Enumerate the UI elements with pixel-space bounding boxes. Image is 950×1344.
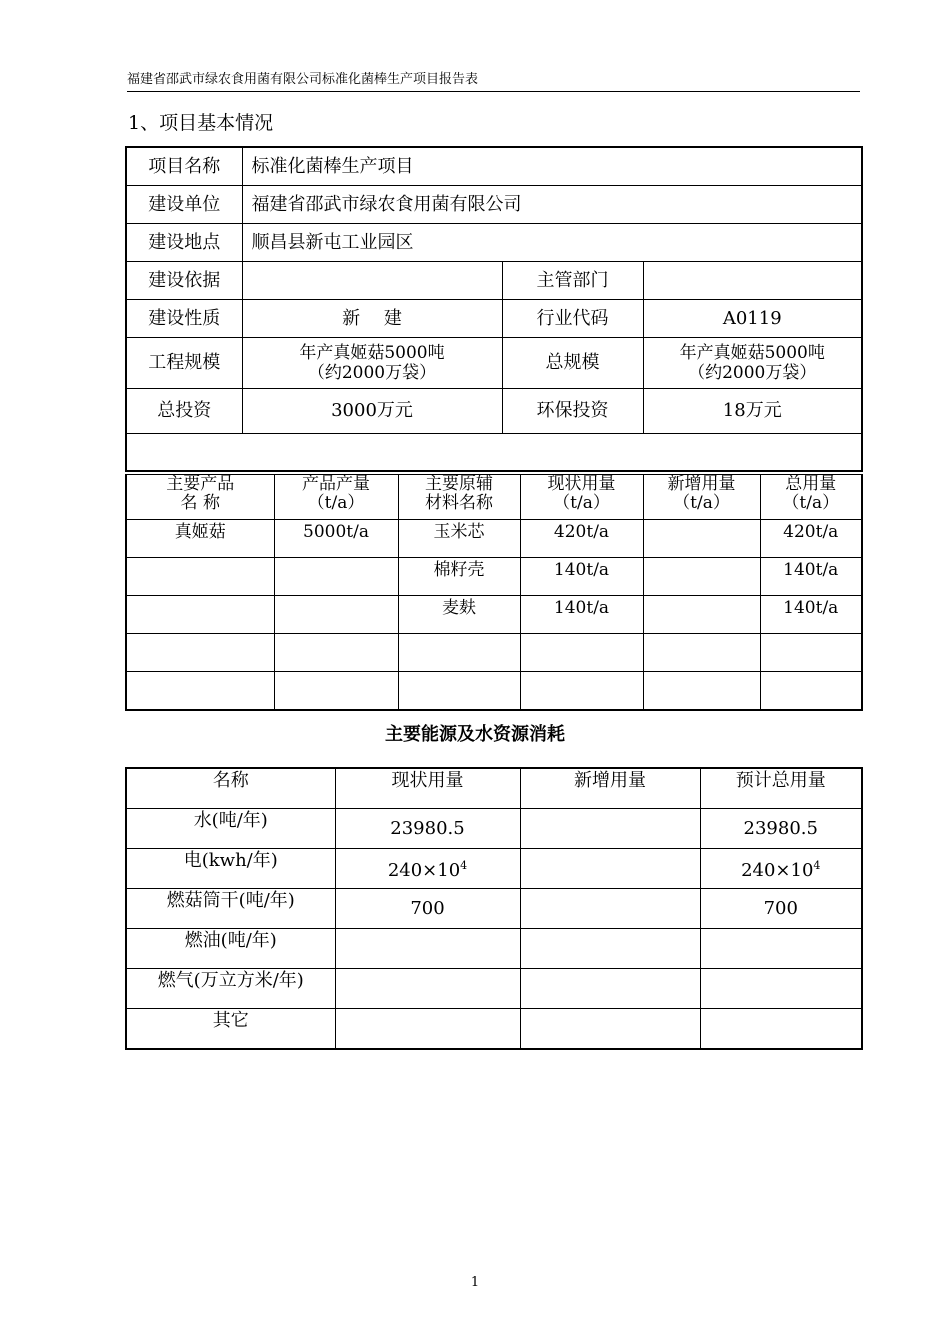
table-cell: 420t/a bbox=[760, 520, 862, 558]
header-current-usage bbox=[520, 475, 643, 520]
table-cell bbox=[335, 929, 520, 969]
label-nature: 建设性质 bbox=[126, 300, 242, 338]
value-nature: 新 建 bbox=[242, 300, 502, 338]
table-cell: 麦麸 bbox=[398, 596, 520, 634]
row-project-name bbox=[126, 147, 862, 186]
value-basis bbox=[242, 262, 502, 300]
header-line: （t/a） bbox=[673, 493, 730, 513]
table-cell bbox=[520, 672, 643, 711]
table-cell bbox=[274, 596, 398, 634]
table-cell bbox=[520, 929, 700, 969]
label-project-name: 项目名称 bbox=[126, 147, 242, 186]
table-cell bbox=[126, 558, 274, 596]
header-new: 新增用量 bbox=[520, 768, 700, 809]
table-row bbox=[126, 520, 862, 558]
table-cell: 5000t/a bbox=[274, 520, 398, 558]
value-dept bbox=[643, 262, 862, 300]
header-product-name bbox=[126, 475, 274, 520]
value-total-scale-line1: 年产真姬菇5000吨 bbox=[679, 343, 825, 363]
table-row bbox=[126, 1009, 862, 1050]
header-line: （t/a） bbox=[553, 493, 610, 513]
table-cell bbox=[520, 969, 700, 1009]
value-scale-line1: 年产真姬菇5000吨 bbox=[299, 343, 445, 363]
table-cell bbox=[643, 672, 760, 711]
header-name: 名称 bbox=[126, 768, 335, 809]
table-cell bbox=[335, 969, 520, 1009]
table-cell: 23980.5 bbox=[335, 809, 520, 849]
value-total-scale-line2: （约2000万袋） bbox=[688, 363, 817, 383]
table-cell bbox=[335, 849, 520, 889]
table-cell bbox=[274, 558, 398, 596]
value-industry: A0119 bbox=[643, 300, 862, 338]
table-row bbox=[126, 634, 862, 672]
label-construction-unit: 建设单位 bbox=[126, 186, 242, 224]
table-cell bbox=[335, 1009, 520, 1050]
table-cell: 700 bbox=[335, 889, 520, 929]
table-cell bbox=[126, 634, 274, 672]
page-number: 1 bbox=[470, 1275, 480, 1290]
value-env-investment: 18万元 bbox=[643, 389, 862, 434]
table-cell: 电(kwh/年) bbox=[126, 849, 335, 889]
value-construction-location: 顺昌县新屯工业园区 bbox=[242, 224, 862, 262]
table-cell bbox=[700, 1009, 862, 1050]
energy-consumption-table bbox=[125, 767, 863, 1050]
label-env-investment: 环保投资 bbox=[502, 389, 643, 434]
table-cell bbox=[398, 672, 520, 711]
table-row bbox=[126, 809, 862, 849]
label-industry: 行业代码 bbox=[502, 300, 643, 338]
header-line: 新增用量 bbox=[667, 474, 736, 494]
row-scale bbox=[126, 338, 862, 389]
page-header: 福建省邵武市绿农食用菌有限公司标准化菌棒生产项目报告表 bbox=[127, 72, 860, 92]
value-scale-line2: （约2000万袋） bbox=[307, 363, 437, 383]
table-cell: 140t/a bbox=[760, 596, 862, 634]
table-cell bbox=[643, 558, 760, 596]
table-cell bbox=[760, 672, 862, 711]
header-material-name bbox=[398, 475, 520, 520]
table-cell bbox=[520, 634, 643, 672]
row-basis bbox=[126, 262, 862, 300]
table-row bbox=[126, 929, 862, 969]
value-investment: 3000万元 bbox=[242, 389, 502, 434]
table-cell: 140t/a bbox=[520, 558, 643, 596]
blank-cell bbox=[126, 434, 862, 472]
table-cell bbox=[643, 634, 760, 672]
table-row bbox=[126, 889, 862, 929]
power-exponent: 4 bbox=[460, 859, 468, 872]
table-cell: 燃气(万立方米/年) bbox=[126, 969, 335, 1009]
table-cell: 棉籽壳 bbox=[398, 558, 520, 596]
table-cell bbox=[520, 1009, 700, 1050]
header-new-usage bbox=[643, 475, 760, 520]
row-blank bbox=[126, 434, 862, 472]
table-cell bbox=[700, 929, 862, 969]
table-cell bbox=[520, 849, 700, 889]
table-row bbox=[126, 969, 862, 1009]
table-cell: 140t/a bbox=[520, 596, 643, 634]
table-row bbox=[126, 558, 862, 596]
power-current-base: 240×10 bbox=[387, 860, 461, 881]
table-cell bbox=[126, 596, 274, 634]
header-line: 总用量 bbox=[785, 474, 837, 494]
header-expected-total: 预计总用量 bbox=[700, 768, 862, 809]
value-construction-unit: 福建省邵武市绿农食用菌有限公司 bbox=[242, 186, 862, 224]
label-investment: 总投资 bbox=[126, 389, 242, 434]
header-product-output bbox=[274, 475, 398, 520]
table-cell bbox=[398, 634, 520, 672]
table-cell: 燃菇筒干(吨/年) bbox=[126, 889, 335, 929]
header-line: 材料名称 bbox=[425, 493, 493, 513]
table-cell: 玉米芯 bbox=[398, 520, 520, 558]
header-line: 现状用量 bbox=[547, 474, 616, 494]
table-cell: 140t/a bbox=[760, 558, 862, 596]
energy-section-title: 主要能源及水资源消耗 bbox=[385, 724, 565, 745]
label-total-scale: 总规模 bbox=[502, 338, 643, 389]
header-line: （t/a） bbox=[782, 493, 840, 513]
products-materials-table bbox=[125, 474, 863, 711]
row-construction-location bbox=[126, 224, 862, 262]
table-cell bbox=[643, 520, 760, 558]
header-total-usage bbox=[760, 475, 862, 520]
label-basis: 建设依据 bbox=[126, 262, 242, 300]
project-basic-table bbox=[125, 146, 863, 472]
table-row bbox=[126, 849, 862, 889]
power-total-base: 240×10 bbox=[741, 860, 814, 881]
header-line: （t/a） bbox=[307, 493, 365, 513]
header-line: 名 称 bbox=[180, 493, 220, 513]
value-total-scale bbox=[643, 338, 862, 389]
table-row bbox=[126, 596, 862, 634]
energy-header-row bbox=[126, 768, 862, 809]
header-line: 主要产品 bbox=[166, 474, 235, 494]
label-scale: 工程规模 bbox=[126, 338, 242, 389]
label-construction-location: 建设地点 bbox=[126, 224, 242, 262]
table-cell bbox=[126, 672, 274, 711]
table-cell: 420t/a bbox=[520, 520, 643, 558]
table-cell: 真姬菇 bbox=[126, 520, 274, 558]
header-current: 现状用量 bbox=[335, 768, 520, 809]
table-cell bbox=[700, 969, 862, 1009]
header-line: 产品产量 bbox=[302, 474, 370, 494]
table-row bbox=[126, 672, 862, 711]
table-cell: 燃油(吨/年) bbox=[126, 929, 335, 969]
table-cell bbox=[274, 672, 398, 711]
table-cell bbox=[274, 634, 398, 672]
table-cell: 水(吨/年) bbox=[126, 809, 335, 849]
products-header-row bbox=[126, 475, 862, 520]
label-dept: 主管部门 bbox=[502, 262, 643, 300]
value-project-name: 标准化菌棒生产项目 bbox=[242, 147, 862, 186]
table-cell bbox=[520, 809, 700, 849]
header-line: 主要原辅 bbox=[425, 474, 493, 494]
table-cell bbox=[760, 634, 862, 672]
row-nature bbox=[126, 300, 862, 338]
value-scale bbox=[242, 338, 502, 389]
section-title: 1、项目基本情况 bbox=[128, 112, 274, 134]
table-cell: 700 bbox=[700, 889, 862, 929]
row-construction-unit bbox=[126, 186, 862, 224]
row-investment bbox=[126, 389, 862, 434]
table-cell: 其它 bbox=[126, 1009, 335, 1050]
table-cell bbox=[520, 889, 700, 929]
table-cell bbox=[700, 849, 862, 889]
table-cell: 23980.5 bbox=[700, 809, 862, 849]
table-cell bbox=[643, 596, 760, 634]
power-exponent: 4 bbox=[813, 859, 821, 872]
